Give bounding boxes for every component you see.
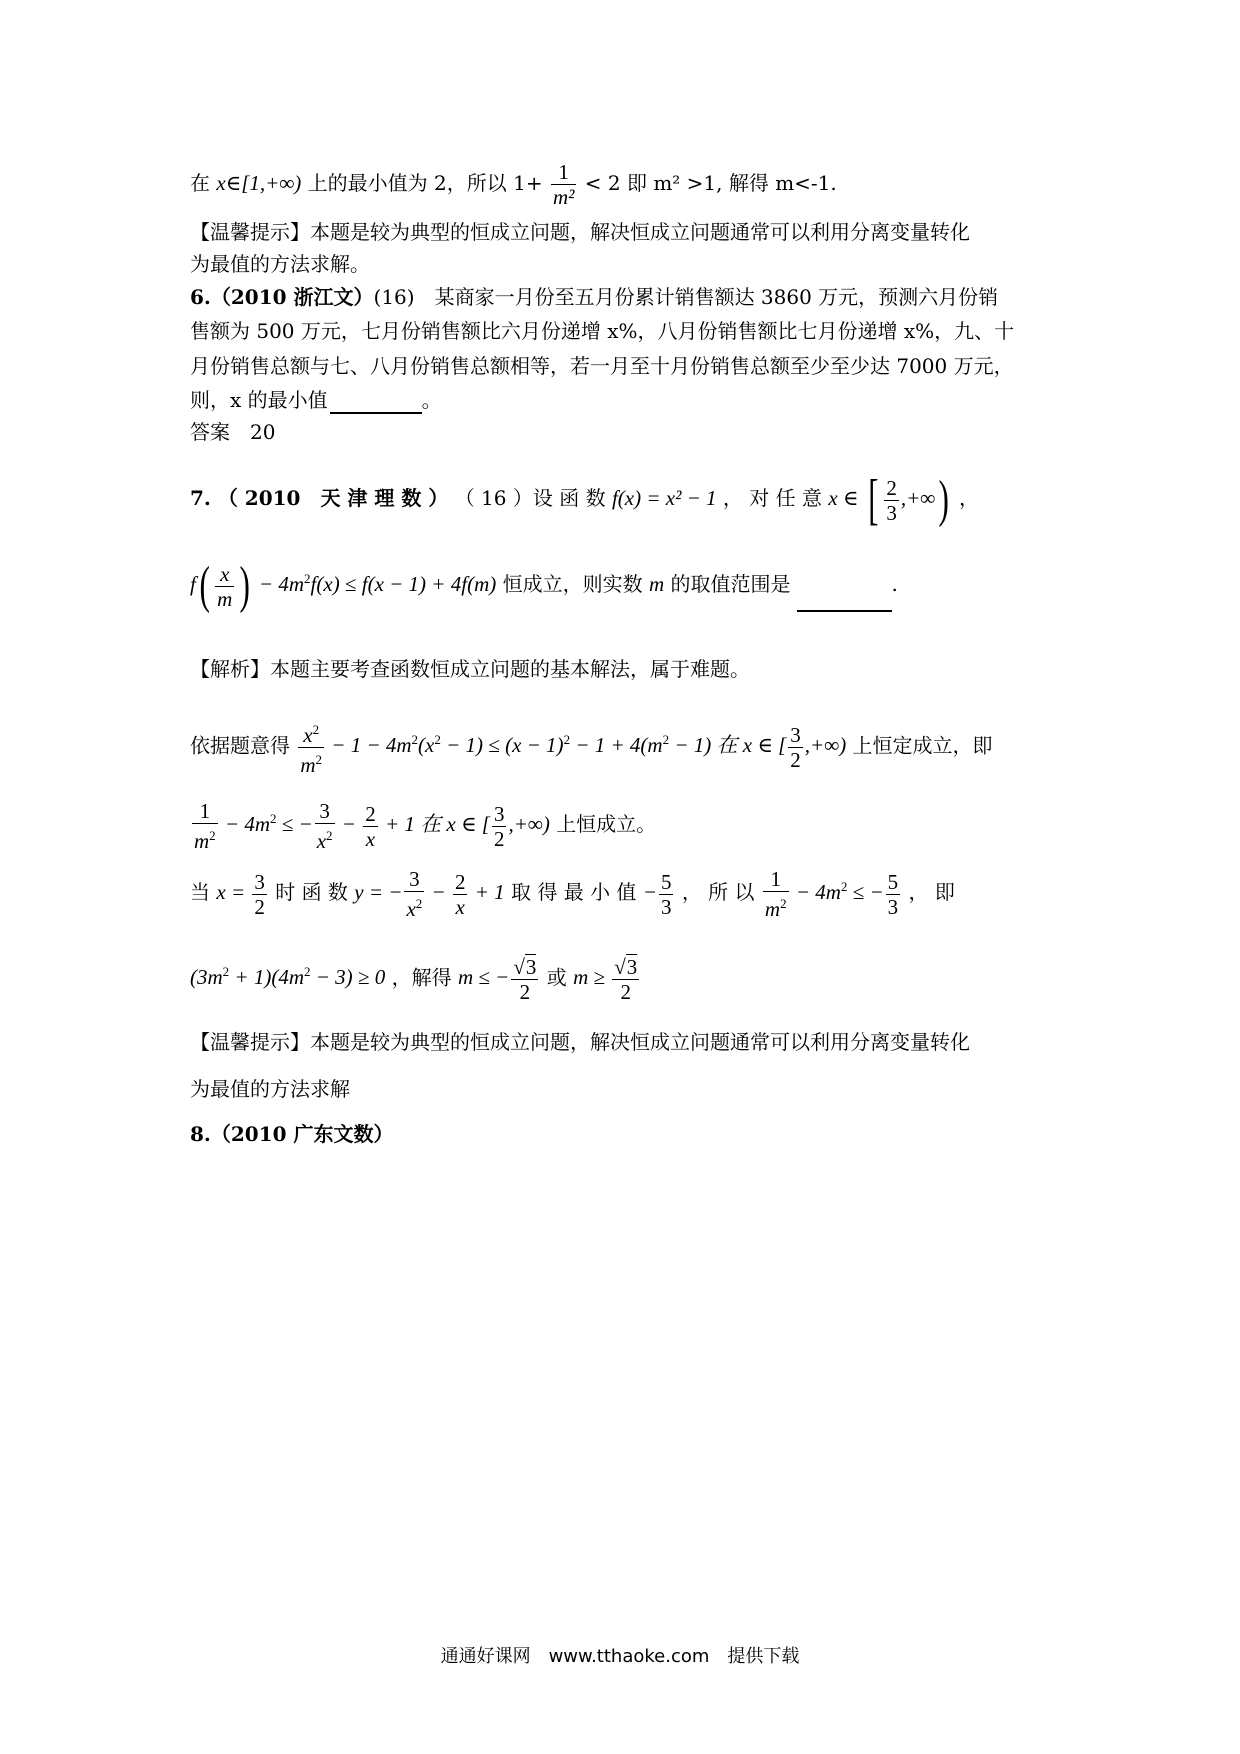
question-text: 则，x 的最小值 (190, 388, 328, 412)
text: 取 得 最 小 值 (511, 879, 637, 904)
question-6-line (190, 317, 1014, 345)
analysis-title (190, 655, 750, 683)
text: 当 (190, 879, 210, 904)
text: ，解得 (391, 965, 452, 990)
tip-line (190, 1028, 970, 1056)
math-expression: x = $\frac{3}{2}$ (216, 869, 265, 919)
question-6-line (190, 352, 1014, 380)
text: ， 即 (908, 879, 955, 904)
math-expression: $\frac{1}{m^2}$ − $4m^2$ ≤ − $\frac{5}{3}$ (764, 867, 899, 921)
analysis-line (190, 955, 641, 1004)
question-text: 恒成立，则实数 (502, 571, 643, 596)
text: 上恒成立。 (556, 811, 657, 836)
text: 上恒定成立，即 (852, 733, 993, 758)
text: 依据题意得 (190, 733, 290, 758)
question-number: 7. （ 2010 天 津 理 数 ） (190, 485, 449, 510)
text: 时 函 数 (275, 879, 348, 904)
question-7-line: f( $\frac{x}{m}$ ) − $4m^2f(x) \le f(x - 1) + 4f(m)$ 恒成立，则实数 m 的取值范围是 . (190, 557, 898, 614)
numerator: 1 (551, 160, 576, 185)
math-range: x∈[1,+∞) (216, 171, 302, 195)
question-text: 月份销售总额与七、八月份销售总额相等，若一月至十月份销售总额至少至少达 7000 万元， (190, 354, 1014, 378)
tip-line (190, 218, 970, 246)
question-text: (16) 某商家一月份至五月份累计销售额达 3860 万元，预测六月份销 (373, 285, 999, 309)
answer-blank (797, 590, 892, 612)
math-interval: x ∈ [ $\frac{2}{3}$ ,+∞) (828, 469, 950, 531)
math-expression: y = − $\frac{3}{x^2}$ − $\frac{2}{x}$ + 1 (354, 867, 505, 921)
tip-text: 【温馨提示】本题是较为典型的恒成立问题，解决恒成立问题通常可以利用分离变量转化 (190, 220, 970, 244)
tip-text: 为最值的方法求解 (190, 1077, 350, 1101)
math-expression: $\frac{1}{m^2}$ − $4m^2$ ≤ − $\frac{3}{x^2}$ − $\frac{2}{x}$ + 1 在 x ∈ [ $\frac{3}{2}$ ,+∞) (194, 799, 550, 853)
text: 。 (421, 388, 442, 412)
math-expression: m ≥ $\frac{√3}{2}$ (573, 955, 638, 1004)
tip-text: 为最值的方法求解。 (190, 252, 370, 276)
text: 在 (190, 171, 210, 195)
answer-blank (330, 392, 422, 414)
page-footer: 通通好课网 www.tthaoke.com 提供下载 (440, 1646, 800, 1667)
question-7-line: 7. （ 2010 天 津 理 数 ） （ 16 ）设 函 数 f(x) = x² − 1 ， 对 任 意 x ∈ [ $\frac{2}{3}$ ,+∞) ， (190, 469, 979, 531)
denominator: m² (552, 185, 575, 209)
math-expression: $(3m^2 + 1)(4m^2 - 3) \ge 0$ (190, 964, 386, 990)
tip-text: 【温馨提示】本题是较为典型的恒成立问题，解决恒成立问题通常可以利用分离变量转化 (190, 1030, 970, 1054)
math-function: f(x) = x² − 1 (611, 485, 717, 510)
answer-line (190, 418, 275, 446)
text: < 2 即 m² >1, 解得 m<-1. (584, 171, 837, 195)
text: 上的最小值为 2，所以 1+ (307, 171, 543, 195)
tip-line (190, 1075, 350, 1103)
question-text: ， 对 任 意 (722, 485, 822, 510)
math-var: m (648, 571, 665, 596)
text: 或 (546, 965, 567, 990)
question-text: 的取值范围是 (670, 571, 791, 596)
answer-text: 答案 20 (190, 420, 276, 444)
math-expression: $\frac{x^2}{m^2}$ − $1 - 4m^2(x^2 - 1) \le (x - 1)^2 - 1 + 4(m^2 - 1)$ 在 x ∈ [ $\frac{3}{2}$ ,+∞) (296, 733, 846, 757)
question-text: 售额为 500 万元，七月份销售额比六月份递增 x%，八月份销售额比七月份递增 x%，九、十 (190, 319, 1015, 343)
math-expression: − $\frac{5}{3}$ (642, 869, 672, 919)
math-expression: m ≤ − $\frac{√3}{2}$ (457, 955, 537, 1004)
continuation-line (190, 160, 837, 209)
math-inequality: f( $\frac{x}{m}$ ) − $4m^2f(x) \le f(x - 1) + 4f(m)$ (190, 557, 497, 614)
question-6-line (190, 283, 998, 311)
analysis-text: 【解析】本题主要考查函数恒成立问题的基本解法，属于难题。 (190, 657, 750, 681)
tip-line (190, 250, 370, 278)
question-text: （ 16 ）设 函 数 (454, 485, 606, 510)
question-number: 8.（2010 广东文数） (190, 1122, 394, 1146)
analysis-line (190, 867, 955, 921)
question-8-line (190, 1120, 394, 1148)
analysis-line (190, 718, 993, 777)
analysis-line (190, 799, 656, 853)
question-number: 6.（2010 浙江文） (190, 285, 374, 309)
text: ， 所 以 (681, 879, 755, 904)
question-6-line (190, 386, 442, 414)
fraction (551, 160, 576, 209)
